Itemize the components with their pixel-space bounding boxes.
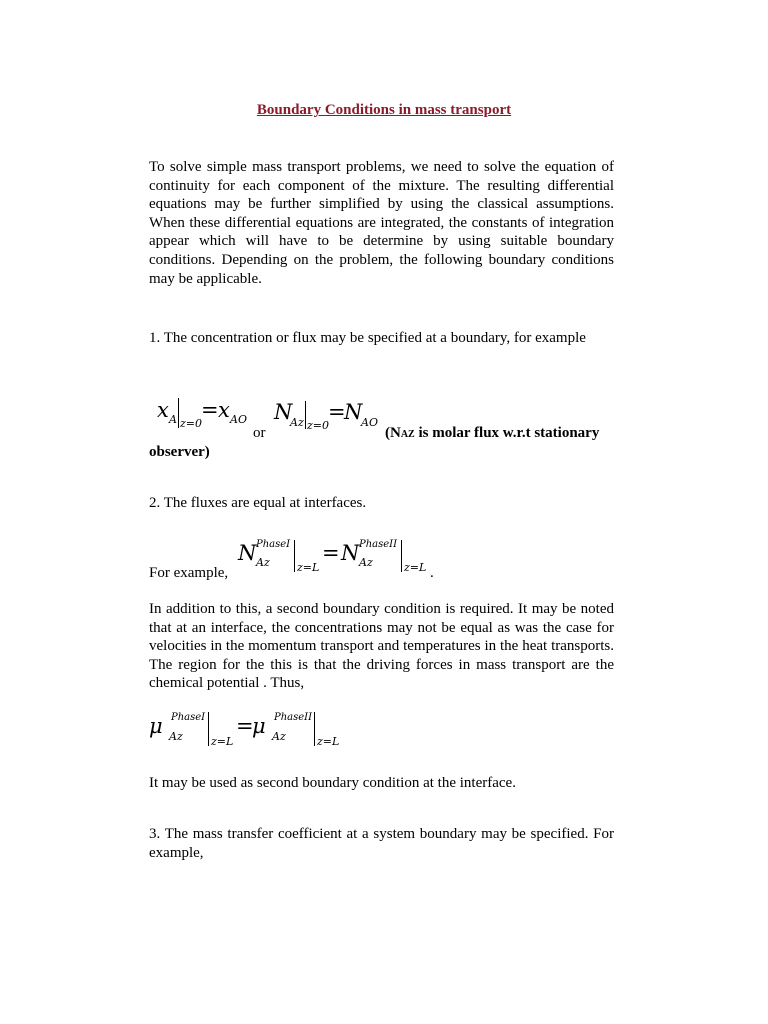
intro-paragraph: To solve simple mass transport problems, we need to solve the equation of continuity for each component of the mixture. The resulting differential equations may be further simplified by using the classical assumptions. When these differential equations are integrated, the constants of integration appear which will have to be determine by using suitable boundary conditions. Depending on the problem, the following boundary conditions may be applicable. [149, 159, 614, 287]
item-3-text: 3. The mass transfer coefficient at a system boundary may be specified. For example, [149, 826, 614, 861]
flux-note-line2: observer) [149, 444, 210, 460]
item-1-text: 1. The concentration or flux may be specified at a boundary, for example [149, 330, 586, 346]
or-text: or [253, 425, 266, 441]
page-title: Boundary Conditions in mass transport [256, 102, 512, 118]
item-2-text: 2. The fluxes are equal at interfaces. [149, 495, 367, 511]
flux-note: (NAZ is molar flux w.r.t stationary [385, 425, 600, 441]
second-bc-paragraph: It may be used as second boundary condition at the interface. [149, 775, 516, 791]
equation-2-period: . [430, 565, 434, 581]
for-example-text: For example, [149, 565, 229, 581]
document-page: Boundary Conditions in mass transport To solve simple mass transport problems, we need to solve the equation of continuity for each component of the mixture. The resulting differential equations may be further simplified by using the classical assumptions. When these differential equations are integrated, the constants of integration appear which will have to be determine by using suitable boundary conditions. Depending on the problem, the following boundary conditions may be applicable. 1. The concentration or flux may be specified at a boundary, for example x A z=0 = x AO or N Az z=0 = N AO (NAZ is molar flux w.r.t stationary observer) 2. The fluxes are equal at interfaces. For example, N PhaseI Az z=L = N PhaseII Az z=L . In addition to this, a second boundary condition is required. It may be noted that at an interface, the concentrations may not be equal as was the case for velocities in the momentum transport and temperatures in the heat transports. The region for the this is that the driving forces in mass transport are the chemical potential . Thus, μ PhaseI Az z=L = μ PhaseII Az z=L It may be used as second boundary condition at the interface. 3. The mass transfer coefficient at a system boundary may be specified. For example, [0, 0, 768, 1024]
interface-paragraph: In addition to this, a second boundary condition is required. It may be noted that at an interface, the concentrations may not be equal as was the case for velocities in the momentum transport and temperatures in the heat transports. The region for the this is that the driving forces in mass transport are the chemical potential . Thus, [149, 601, 614, 692]
